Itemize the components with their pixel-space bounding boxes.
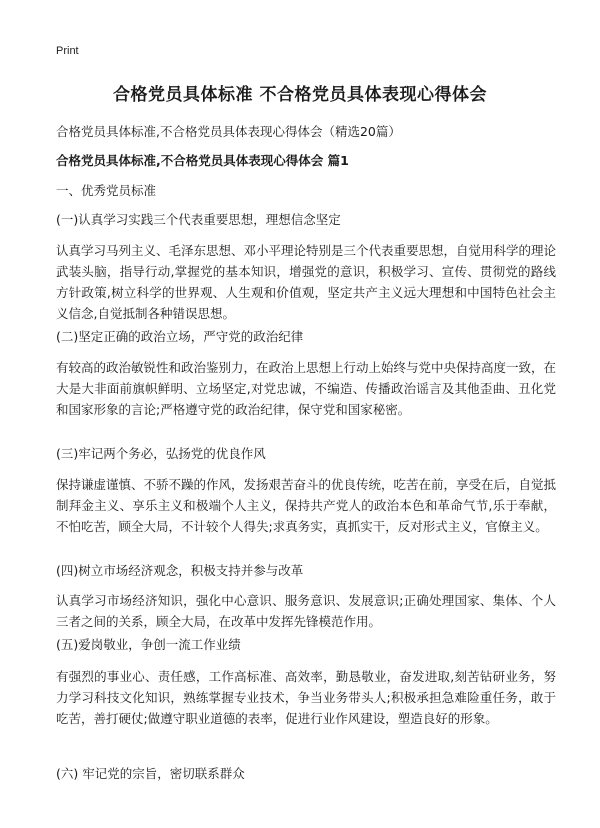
part-heading: 一、优秀党员标准 bbox=[56, 183, 157, 198]
item-body-1: 认真学习马列主义、毛泽东思想、邓小平理论特别是三个代表重要思想，自觉用科学的理论武装头脑，指导行动,掌握党的基本知识，增强党的意识，积极学习、宣传、贯彻党的路线方针政策,树立科学的世界观、人生观和价值观，坚定共产主义远大理想和中国特色社会主义信念,自觉抵制各种错误思想。 bbox=[56, 243, 557, 321]
print-label: Print bbox=[56, 45, 79, 57]
item-heading-1: (一)认真学习实践三个代表重要思想，理想信念坚定 bbox=[56, 212, 341, 227]
page-title: 合格党员具体标准 不合格党员具体表现心得体会 bbox=[113, 85, 487, 105]
item-body-2: 有较高的政治敏锐性和政治鉴别力，在政治上思想上行动上始终与党中央保持高度一致，在大是大非面前旗帜鲜明、立场坚定,对党忠诚，不编造、传播政治谣言及其他歪曲、丑化党和国家形象的言论;严格遵守党的政治纪律，保守党和国家秘密。 bbox=[56, 360, 557, 417]
subtitle: 合格党员具体标准,不合格党员具体表现心得体会（精选20篇） bbox=[56, 124, 401, 139]
item-heading-5: (五)爱岗敬业，争创一流工作业绩 bbox=[56, 637, 241, 652]
item-heading-3: (三)牢记两个务必，弘扬党的优良作风 bbox=[56, 446, 266, 461]
section-title: 合格党员具体标准,不合格党员具体表现心得体会 篇1 bbox=[56, 153, 349, 168]
item-body-3: 保持谦虚谨慎、不骄不躁的作风，发扬艰苦奋斗的优良传统，吃苦在前，享受在后，自觉抵制拜金主义、享乐主义和极端个人主义，保持共产党人的政治本色和革命气节,乐于奉献，不怕吃苦，顾全大局，不计较个人得失;求真务实，真抓实干，反对形式主义，官僚主义。 bbox=[56, 477, 557, 534]
item-heading-4: (四)树立市场经济观念，积极支持并参与改革 bbox=[56, 563, 304, 578]
item-body-5: 有强烈的事业心、责任感，工作高标准、高效率，勤恳敬业，奋发进取,刻苦钻研业务，努力学习科技文化知识，熟练掌握专业技术，争当业务带头人;积极承担急难险重任务，敢于吃苦，善打硬仗;做遵守职业道德的表率，促进行业作风建设，塑造良好的形象。 bbox=[56, 669, 556, 726]
item-heading-6: (六) 牢记党的宗旨，密切联系群众 bbox=[56, 766, 245, 781]
item-heading-2: (二)坚定正确的政治立场，严守党的政治纪律 bbox=[56, 329, 304, 344]
item-body-4: 认真学习市场经济知识，强化中心意识、服务意识、发展意识;正确处理国家、集体、个人三者之间的关系，顾全大局，在改革中发挥先锋模范作用。 bbox=[56, 593, 556, 629]
